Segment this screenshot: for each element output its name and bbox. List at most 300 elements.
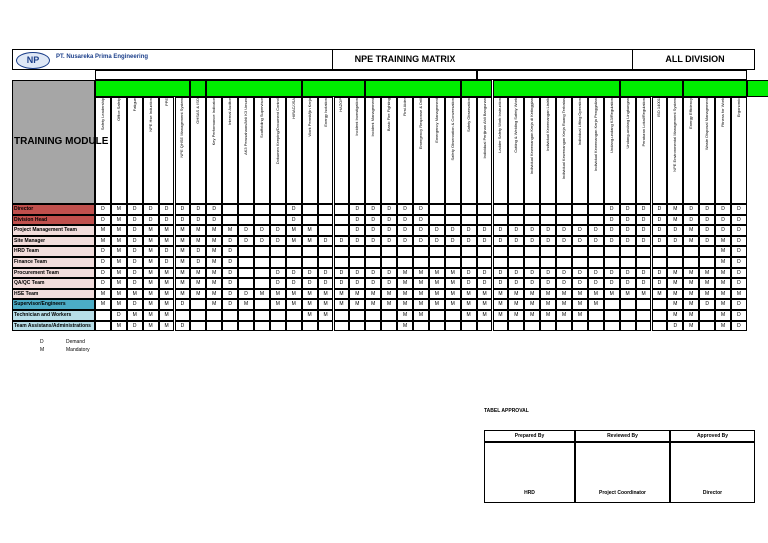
matrix-cell: M <box>95 289 111 300</box>
matrix-cell: M <box>95 225 111 236</box>
matrix-cell: D <box>206 215 222 226</box>
matrix-cell <box>349 257 365 268</box>
matrix-cell: D <box>238 236 254 247</box>
matrix-cell: M <box>143 278 159 289</box>
matrix-cell: M <box>206 225 222 236</box>
matrix-cell <box>397 257 413 268</box>
matrix-cell <box>349 246 365 257</box>
matrix-cell: D <box>95 268 111 279</box>
matrix-cell <box>286 321 302 332</box>
matrix-cell: D <box>493 268 509 279</box>
matrix-cell: D <box>95 215 111 226</box>
module-header <box>334 97 350 204</box>
matrix-cell: M <box>175 289 191 300</box>
matrix-cell <box>493 257 509 268</box>
matrix-cell <box>699 310 715 321</box>
matrix-cell: D <box>540 225 556 236</box>
matrix-cell: M <box>334 289 350 300</box>
matrix-cell <box>238 257 254 268</box>
matrix-cell <box>620 321 636 332</box>
matrix-cell: D <box>127 278 143 289</box>
module-header <box>429 97 445 204</box>
matrix-cell: M <box>286 299 302 310</box>
matrix-cell: M <box>556 310 572 321</box>
module-label: Safety Leadership <box>99 98 105 131</box>
matrix-cell <box>429 204 445 215</box>
matrix-cell: M <box>381 299 397 310</box>
matrix-cell: M <box>540 310 556 321</box>
matrix-cell: M <box>572 310 588 321</box>
matrix-cell <box>302 204 318 215</box>
matrix-cell: M <box>190 236 206 247</box>
matrix-cell: M <box>477 310 493 321</box>
matrix-cell: D <box>461 278 477 289</box>
matrix-cell: D <box>397 204 413 215</box>
matrix-cell: M <box>111 289 127 300</box>
matrix-cell <box>286 257 302 268</box>
matrix-cell: D <box>349 268 365 279</box>
matrix-cell: D <box>524 236 540 247</box>
role-label: Site Manager <box>12 236 95 247</box>
matrix-cell: M <box>175 236 191 247</box>
module-header <box>270 97 286 204</box>
matrix-cell <box>508 246 524 257</box>
matrix-cell: M <box>636 289 652 300</box>
matrix-cell <box>334 310 350 321</box>
matrix-cell: M <box>95 299 111 310</box>
matrix-cell: D <box>270 268 286 279</box>
matrix-cell: M <box>143 225 159 236</box>
matrix-cell: D <box>540 236 556 247</box>
matrix-cell: D <box>731 257 747 268</box>
matrix-cell <box>238 310 254 321</box>
matrix-cell: D <box>175 299 191 310</box>
module-header <box>302 97 318 204</box>
matrix-cell: D <box>270 225 286 236</box>
matrix-cell: M <box>540 299 556 310</box>
matrix-cell: D <box>620 236 636 247</box>
matrix-cell: M <box>397 310 413 321</box>
matrix-cell: D <box>175 321 191 332</box>
matrix-cell: M <box>397 299 413 310</box>
module-header <box>699 97 715 204</box>
matrix-cell: M <box>302 299 318 310</box>
matrix-cell <box>175 310 191 321</box>
matrix-cell: D <box>190 246 206 257</box>
matrix-cell <box>540 321 556 332</box>
matrix-cell <box>588 246 604 257</box>
matrix-cell: D <box>381 268 397 279</box>
matrix-cell: M <box>143 289 159 300</box>
module-label: Undang-undang K3/Regulation <box>608 98 614 153</box>
matrix-cell <box>365 321 381 332</box>
module-header <box>318 97 334 204</box>
matrix-cell: M <box>445 278 461 289</box>
approval-signer: HRD <box>484 442 575 503</box>
matrix-cell: M <box>111 246 127 257</box>
matrix-cell: M <box>667 278 683 289</box>
matrix-cell: M <box>159 289 175 300</box>
matrix-cell: M <box>238 299 254 310</box>
matrix-cell <box>699 246 715 257</box>
matrix-cell: D <box>493 236 509 247</box>
matrix-cell: D <box>699 204 715 215</box>
matrix-cell: D <box>381 236 397 247</box>
matrix-cell: D <box>397 236 413 247</box>
matrix-cell: D <box>652 204 668 215</box>
matrix-cell: M <box>588 289 604 300</box>
matrix-cell: M <box>683 299 699 310</box>
category-header <box>493 80 620 97</box>
matrix-cell <box>461 204 477 215</box>
matrix-cell: D <box>127 246 143 257</box>
matrix-cell <box>445 204 461 215</box>
module-label: AK3 Perusahaan/Ahli K3 Umum <box>243 98 249 155</box>
module-header <box>524 97 540 204</box>
matrix-cell: M <box>508 310 524 321</box>
matrix-cell: D <box>286 215 302 226</box>
matrix-cell <box>190 321 206 332</box>
matrix-cell: M <box>715 268 731 279</box>
matrix-cell: D <box>127 225 143 236</box>
matrix-cell: D <box>159 204 175 215</box>
matrix-cell: D <box>715 204 731 215</box>
matrix-cell: M <box>667 289 683 300</box>
matrix-cell <box>238 321 254 332</box>
matrix-cell: M <box>318 289 334 300</box>
matrix-cell: D <box>222 268 238 279</box>
matrix-cell: D <box>127 257 143 268</box>
legend-text: Mandatory <box>66 347 90 353</box>
matrix-cell: D <box>715 225 731 236</box>
matrix-cell: M <box>111 236 127 247</box>
matrix-cell <box>652 257 668 268</box>
matrix-cell: M <box>111 299 127 310</box>
matrix-cell <box>429 321 445 332</box>
matrix-cell: M <box>445 289 461 300</box>
matrix-cell <box>349 310 365 321</box>
module-label: NPE QHSE Management System <box>179 98 185 158</box>
matrix-cell <box>652 321 668 332</box>
matrix-cell: D <box>524 268 540 279</box>
category-header <box>365 80 460 97</box>
matrix-cell: M <box>175 278 191 289</box>
matrix-cell: D <box>731 246 747 257</box>
matrix-cell: M <box>222 225 238 236</box>
matrix-cell: D <box>349 204 365 215</box>
matrix-cell <box>429 246 445 257</box>
matrix-cell: M <box>429 299 445 310</box>
matrix-cell: M <box>159 278 175 289</box>
matrix-cell: D <box>636 278 652 289</box>
matrix-cell: M <box>524 299 540 310</box>
approval-header: Prepared By <box>484 430 575 442</box>
matrix-cell: D <box>349 278 365 289</box>
matrix-cell <box>652 310 668 321</box>
matrix-cell <box>667 246 683 257</box>
matrix-cell: M <box>572 299 588 310</box>
matrix-cell: D <box>254 225 270 236</box>
matrix-cell: D <box>556 268 572 279</box>
matrix-cell: D <box>381 215 397 226</box>
matrix-cell: D <box>318 236 334 247</box>
matrix-cell <box>334 204 350 215</box>
matrix-cell: D <box>318 278 334 289</box>
module-header <box>254 97 270 204</box>
matrix-cell: D <box>556 236 572 247</box>
matrix-cell: M <box>286 236 302 247</box>
matrix-cell: M <box>588 299 604 310</box>
matrix-cell <box>683 257 699 268</box>
matrix-cell: M <box>270 299 286 310</box>
matrix-cell: D <box>429 236 445 247</box>
matrix-cell: D <box>667 236 683 247</box>
matrix-cell: M <box>286 225 302 236</box>
matrix-cell <box>540 215 556 226</box>
matrix-cell: M <box>493 310 509 321</box>
matrix-cell: M <box>540 289 556 300</box>
matrix-cell: M <box>349 299 365 310</box>
matrix-cell: D <box>731 204 747 215</box>
matrix-cell: D <box>572 225 588 236</box>
matrix-cell: D <box>652 268 668 279</box>
module-header <box>413 97 429 204</box>
matrix-cell: D <box>349 225 365 236</box>
role-label: Division Head <box>12 215 95 226</box>
legend-text: Demand <box>66 339 85 345</box>
matrix-cell: M <box>683 321 699 332</box>
category-header <box>461 80 493 97</box>
module-header <box>508 97 524 204</box>
matrix-cell: D <box>556 225 572 236</box>
matrix-cell <box>588 215 604 226</box>
matrix-cell: D <box>222 289 238 300</box>
module-label: Ladder Safety Work Instruction <box>497 98 503 153</box>
matrix-cell <box>508 204 524 215</box>
matrix-cell: D <box>524 278 540 289</box>
module-header <box>143 97 159 204</box>
matrix-cell: M <box>159 236 175 247</box>
module-label: PPE <box>163 98 169 107</box>
matrix-cell: M <box>206 246 222 257</box>
matrix-cell: M <box>111 321 127 332</box>
matrix-cell: M <box>715 321 731 332</box>
matrix-cell <box>302 321 318 332</box>
module-header <box>540 97 556 204</box>
matrix-cell: D <box>620 268 636 279</box>
matrix-cell <box>302 246 318 257</box>
matrix-cell: D <box>636 236 652 247</box>
matrix-cell: D <box>477 268 493 279</box>
matrix-cell: M <box>413 278 429 289</box>
matrix-cell: D <box>95 278 111 289</box>
matrix-cell <box>477 204 493 215</box>
matrix-cell: D <box>159 246 175 257</box>
matrix-cell <box>254 299 270 310</box>
matrix-cell: D <box>731 225 747 236</box>
matrix-cell <box>477 321 493 332</box>
matrix-cell: D <box>731 268 747 279</box>
matrix-cell <box>572 215 588 226</box>
matrix-cell <box>318 257 334 268</box>
module-label: Cutting & Welding Safety Work <box>513 98 519 153</box>
matrix-cell: M <box>190 289 206 300</box>
matrix-cell: D <box>731 321 747 332</box>
matrix-cell: D <box>508 236 524 247</box>
module-label: Individual Kewenangan Kerja Penggalian <box>592 98 598 171</box>
matrix-cell: D <box>604 215 620 226</box>
matrix-cell: M <box>604 289 620 300</box>
role-label: Project Management Team <box>12 225 95 236</box>
role-label: Director <box>12 204 95 215</box>
matrix-cell: M <box>381 289 397 300</box>
matrix-cell: D <box>397 225 413 236</box>
matrix-cell <box>620 257 636 268</box>
matrix-cell <box>238 268 254 279</box>
matrix-cell <box>699 257 715 268</box>
matrix-cell: M <box>175 268 191 279</box>
matrix-cell <box>620 299 636 310</box>
matrix-cell: M <box>715 246 731 257</box>
matrix-cell: M <box>397 289 413 300</box>
matrix-cell: D <box>286 268 302 279</box>
matrix-cell: D <box>334 236 350 247</box>
matrix-cell: M <box>159 299 175 310</box>
matrix-cell: D <box>190 215 206 226</box>
matrix-cell <box>381 246 397 257</box>
matrix-cell <box>493 215 509 226</box>
company-name: PT. Nusareka Prima Engineering <box>56 54 149 60</box>
matrix-cell <box>254 215 270 226</box>
matrix-cell: D <box>652 236 668 247</box>
matrix-cell <box>254 257 270 268</box>
matrix-cell: D <box>731 299 747 310</box>
matrix-cell: D <box>365 236 381 247</box>
module-header <box>636 97 652 204</box>
matrix-cell: M <box>302 236 318 247</box>
matrix-cell: D <box>636 268 652 279</box>
matrix-cell: D <box>159 257 175 268</box>
matrix-cell: M <box>206 236 222 247</box>
matrix-cell <box>493 246 509 257</box>
matrix-cell: D <box>477 225 493 236</box>
matrix-cell: M <box>461 299 477 310</box>
module-header <box>493 97 509 204</box>
matrix-cell: M <box>731 289 747 300</box>
matrix-cell: D <box>445 225 461 236</box>
matrix-cell: D <box>365 278 381 289</box>
matrix-cell: M <box>699 278 715 289</box>
module-header <box>445 97 461 204</box>
matrix-cell <box>270 246 286 257</box>
matrix-cell <box>652 246 668 257</box>
matrix-cell: M <box>413 289 429 300</box>
matrix-cell <box>445 257 461 268</box>
matrix-cell <box>524 257 540 268</box>
matrix-cell: D <box>524 225 540 236</box>
matrix-cell: M <box>508 289 524 300</box>
matrix-cell: M <box>508 299 524 310</box>
matrix-cell: D <box>222 299 238 310</box>
matrix-cell: D <box>652 215 668 226</box>
matrix-cell: D <box>365 215 381 226</box>
matrix-cell: D <box>127 268 143 279</box>
matrix-cell <box>636 299 652 310</box>
matrix-cell: M <box>206 257 222 268</box>
approval-header: Approved By <box>670 430 755 442</box>
matrix-cell: M <box>699 289 715 300</box>
matrix-cell <box>588 257 604 268</box>
module-header <box>206 97 222 204</box>
matrix-cell <box>318 204 334 215</box>
module-header <box>222 97 238 204</box>
matrix-cell: M <box>302 225 318 236</box>
matrix-cell: D <box>413 215 429 226</box>
matrix-cell <box>429 310 445 321</box>
matrix-cell: M <box>143 299 159 310</box>
matrix-cell: M <box>302 289 318 300</box>
matrix-cell: D <box>349 236 365 247</box>
module-header <box>397 97 413 204</box>
matrix-cell <box>334 215 350 226</box>
matrix-cell: D <box>493 225 509 236</box>
module-label: Scaffolding Supervisor <box>258 98 264 138</box>
matrix-cell: D <box>302 268 318 279</box>
module-header <box>477 97 493 204</box>
matrix-cell: D <box>461 236 477 247</box>
matrix-cell <box>524 204 540 215</box>
matrix-cell: D <box>620 204 636 215</box>
module-label: Work Permit/Ijin Kerja <box>306 98 312 137</box>
matrix-cell: M <box>667 268 683 279</box>
matrix-cell: M <box>683 268 699 279</box>
matrix-cell: D <box>572 268 588 279</box>
module-header <box>95 97 111 204</box>
matrix-cell <box>508 321 524 332</box>
matrix-cell: D <box>334 268 350 279</box>
module-header <box>175 97 191 204</box>
matrix-cell <box>254 268 270 279</box>
matrix-cell: M <box>667 204 683 215</box>
matrix-cell: D <box>143 204 159 215</box>
matrix-cell: D <box>588 236 604 247</box>
training-module-label: TRAINING MODULE <box>14 136 109 147</box>
matrix-cell <box>683 246 699 257</box>
matrix-cell: M <box>206 299 222 310</box>
matrix-cell <box>652 299 668 310</box>
matrix-cell: D <box>731 236 747 247</box>
matrix-cell <box>318 246 334 257</box>
matrix-cell <box>302 215 318 226</box>
matrix-cell: D <box>652 225 668 236</box>
matrix-cell: M <box>254 289 270 300</box>
matrix-cell: D <box>254 236 270 247</box>
matrix-cell: M <box>143 310 159 321</box>
matrix-cell: M <box>111 257 127 268</box>
matrix-cell <box>222 321 238 332</box>
module-label: Safety Observation <box>465 98 471 133</box>
matrix-cell: D <box>731 215 747 226</box>
matrix-cell: D <box>477 278 493 289</box>
matrix-cell: D <box>493 278 509 289</box>
matrix-cell <box>445 321 461 332</box>
matrix-cell: M <box>715 299 731 310</box>
module-label: Internal Auditor <box>227 98 233 125</box>
matrix-cell: D <box>175 215 191 226</box>
module-label: Energy Efficiency <box>688 98 694 129</box>
matrix-cell <box>572 321 588 332</box>
role-label: Technician and Workers <box>12 310 95 321</box>
